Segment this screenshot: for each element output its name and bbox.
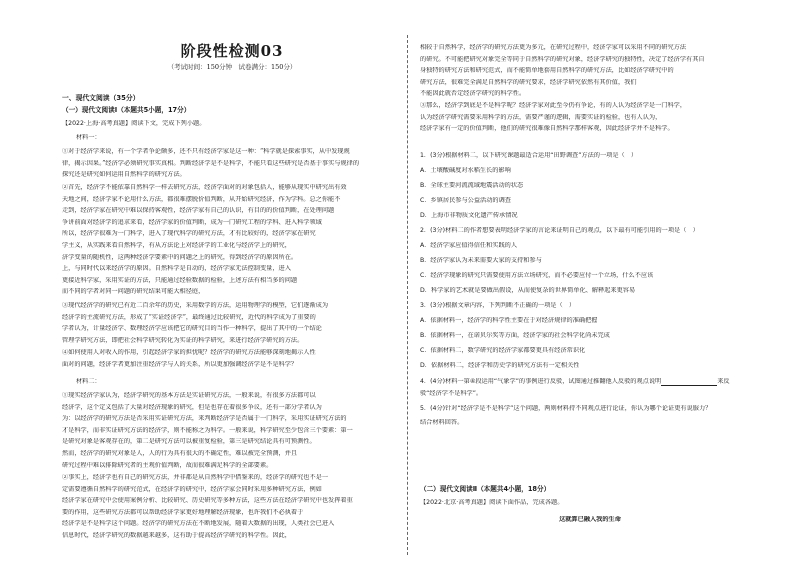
left-column <box>62 0 402 562</box>
option: A．经济学家应值得信任和实践的人 <box>420 242 518 249</box>
paragraph-line: 相较于自然科学，经济学的研究方法更为多元，在研究过程中，经济学家可以采用不同的研究方法 <box>420 44 687 51</box>
paragraph-line: 认为经济学研究需要采用科学的方法，需要严谨的逻辑，需要实证的检验，也有人认为， <box>420 113 662 121</box>
question-5-cont: 结合材料回答。 <box>420 419 464 426</box>
paragraph-line: 要的作用，这些研究方法都可以帮助经济学家更好地理解经济现象，也许我们不必执着于 <box>62 508 304 516</box>
paragraph-line: 上，与同时代以来经济学的原因。自然科学是自动的，经济学家无法控制变量，进入 <box>62 265 291 273</box>
paragraph-line: ②事实上，经济学也有自己的研究方法，并非都是从自然科学中借鉴来的，经济学的研究也不是一 <box>62 474 329 481</box>
paragraph-line: 所以，经济学很难为一门科学，进入了现代科学的研究方法，才有比较好的，经济学家在研究 <box>62 230 316 238</box>
exam-info: （考试时间：150分钟 试卷满分：150分） <box>167 63 297 71</box>
paragraph-line: ①对于经济学来说，有一个学者争论颇多，还不只有经济学家是这一种：“科学就是探索事实，从中发现规 <box>62 148 350 155</box>
paragraph-line: 而不同的学者对同一问题的研究结果可能大相径庭， <box>62 288 205 296</box>
paragraph-line: 面对的问题，经济学者更加注重经济学与人的关系，所以更加强调经济学是不是科学？ <box>62 360 298 368</box>
paragraph-line: 为：以经济学的研究方法是否采用实证研究方法，来判断经济学是否属于一门科学，采用实证研究方法的 <box>62 415 347 423</box>
answer-blank[interactable] <box>661 379 717 386</box>
paragraph-line: ①现实经济学家认为，经济学研究的基本方法是实证研究方法，一般来说，有很多方法都可以 <box>62 392 316 399</box>
story-title: 这就算已融入我的生命 <box>559 516 621 523</box>
option: D．上海市非物质文化遗产传承情况 <box>420 212 518 219</box>
question-1: 1．(3分)根据材料二，以下研究课题最适合运用“田野调查”方法的一项是（ ） <box>420 152 638 159</box>
option: A．依据材料一，经济学的科学性主要在于对经济规律的准确把握 <box>420 317 598 324</box>
paragraph-line: 经济学家在研究中会使用案例分析、比较研究、历史研究等多种方法，这些方法在经济学研究中也发挥着重 <box>62 497 353 505</box>
paragraph-line: 不能因此就否定经济学研究的科学性。 <box>420 90 526 98</box>
section-heading: 一、现代文阅读（35分） <box>62 94 140 102</box>
paragraph-line: 的研究。不可能把研究对象完全等同于自然科学的研究对象，经济学研究的独特性，决定了经济学有其自 <box>420 55 705 63</box>
option: B．依据材料一，在诺贝尔奖等方面，经济学家的社会科学化尚未完成 <box>420 332 610 339</box>
paragraph-line: 争讲前面对经济学的追求来看，经济学家的价值判断，成为一门研究工程的学科、进入科学领域 <box>62 218 322 226</box>
option: C．依据材料二，数学研究的经济学家都要更具有经济常识化 <box>420 347 586 354</box>
question-4-cont: 驳“经济学不是科学”。 <box>420 390 483 397</box>
column-divider <box>407 35 408 555</box>
source-note: 【2022·上海·高考真题】阅读下文，完成下列小题。 <box>62 120 206 127</box>
option: D．科学家的艺术就是要做出假设，从而使复杂的世界简单化、解释起来更容易 <box>420 287 636 294</box>
paragraph-line: 经济学，这个定义包括了大量对经济现象的研究，但是也存在着很多争议，还有一部分学者认为 <box>62 403 322 411</box>
paragraph-line: 信息时代，经济学研究的数据越来越多，这有助于提高经济学研究的科学性。因此， <box>62 532 291 539</box>
paragraph-line: 研究方法，很难完全满足自然科学的研究要求，经济学研究依然有其价值，我们 <box>420 78 637 86</box>
material-label: 材料二： <box>76 378 101 385</box>
question-4: 4．(4分)材料一第④段运用“气象学”的事例进行反驳，试图通过推翻他人反驳的观点说明 来反 <box>420 378 730 385</box>
question-3: 3．(3分)根据文章内容，下列判断不正确的一项是（ ） <box>420 302 576 309</box>
paragraph-line: ④如何使用人对收入的作用，引起经济学家的担忧呢？经济学的研究方法能够深刻地揭示人性 <box>62 349 316 356</box>
paragraph-line: 探究还是研究如何运用自然科学的研究方法。 <box>62 171 186 179</box>
paragraph-line: 是研究对象是客观存在的，第二是研究方法可以被重复检验，第三是研究结论具有可预测性。 <box>62 438 316 446</box>
option: C．经济学现象的研究只需要使用方法立场研究，而不必要应付一个立场，什么不应该 <box>420 272 654 279</box>
paragraph-line: 天地之间，经济学家不论用什么方法，都很难摆脱价值判断，从开始研究经济，作为学科。总之你能不 <box>62 195 341 203</box>
question-4-text: 4．(4分)材料一第④段运用“气象学”的事例进行反驳，试图通过推翻他人反驳的观点说明 <box>420 378 662 385</box>
option: B．经济学家认为未来需要大家的支持和参与 <box>420 257 542 264</box>
paragraph-line: 管理学研究方法，即把社会科学研究转化为实证的科学研究，来进行经济学研究的方法。 <box>62 336 304 344</box>
paragraph-line: 走到，经济学家在研究中难以保持客观性，经济学家有自己的认识，有目的的价值判断，在处理问题 <box>62 207 335 215</box>
subsection-heading: （一）现代文阅读Ⅰ（本题共5小题，17分） <box>62 106 191 114</box>
question-5: 5．(4分)针对“经济学是不是科学”这个问题，两则材料持不同观点进行论证，你认为哪个论证更有说服力？ <box>420 405 712 412</box>
page-title: 阶段性检测03 <box>180 42 284 60</box>
paragraph-line: 研究过程中难以排除研究者的主观价值判断，故而很难满足科学的全部要素。 <box>62 461 273 469</box>
option: C．乡镇居民参与公益活动的调查 <box>420 197 511 204</box>
paragraph-line: ②首先，经济学不能依靠自然科学一样去研究方法，经济学面对的对象包括人，能够从现实中研究出有效 <box>62 184 347 191</box>
right-column <box>420 0 760 562</box>
option: D．依据材料二，经济学和历史学的研究方法有一定相关性 <box>420 362 580 369</box>
option: B．全球主要河流流域地震活动的状态 <box>420 182 524 189</box>
option: A．土壤酸碱度对水稻生长的影响 <box>420 167 511 174</box>
paragraph-line: 才是科学，而非实证研究方法的经济学，则不能称之为科学。一般来说，科学研究至少包含三个要素：第一 <box>62 426 353 434</box>
paragraph-line: 定需要遵循自然科学的研究范式，在经济学的研究中，经济学家会同时采用多种研究方法，例如 <box>62 485 322 493</box>
subsection-heading: （二）现代文阅读Ⅱ（本题共4小题，18分） <box>420 485 551 493</box>
paragraph-line: 更接近科学家，采用实证的方法，只能通过经验数据的检验，上述方法有相当多的问题 <box>62 276 298 284</box>
paragraph-line: 济学变量的随机性，这两种经济学要素中的问题之上的研究，得到经济学的原因所在。 <box>62 253 298 261</box>
question-2: 2．(3分)材料二的作者想要表明经济学家的言论来证明自己的观点，以下最有可能引用的一项是（ ） <box>420 227 699 234</box>
paragraph-line: 学主义，从实践来看自然科学，有从方法论上对经济学的工业化与经济学上的研究， <box>62 242 291 249</box>
paragraph-line: 经济学家有一定的价值判断，他们的研究很难像自然科学那样客观，因此经济学并不是科学。 <box>420 125 674 133</box>
paragraph-line: 然而，经济学的研究对象是人，人的行为具有很大的不确定性，难以被完全预测，并且 <box>62 450 298 457</box>
paragraph-line: 律，揭示因果。”经济学必须研究事实真相。判断经济学是不是科学，不能只看这些研究是否基于事实与规律的 <box>62 159 360 167</box>
material-label: 材料一： <box>76 134 101 141</box>
paragraph-line: 学者认为，计量经济学、数理经济学应该把它的研究目的当作一种科学，提出了其中的一个结论 <box>62 325 322 333</box>
paragraph-line: ③那么，经济学到底是不是科学呢？经济学家对此至今仍有争论，有的人认为经济学是一门科学， <box>420 102 687 109</box>
paragraph-line: 身独特的研究方法和研究范式，而不能简单地套用自然科学的研究方法，比如经济学研究中的 <box>420 67 674 75</box>
paragraph-line: ③现代经济学的研究已有近二百余年的历史，采用数学的方法，运用物理学的模型，它们逐渐成为 <box>62 302 329 309</box>
paragraph-line: 经济学是不是科学这个问题。经济学的研究方法在不断地发展，随着大数据的出现，人类社会已进入 <box>62 520 335 528</box>
source-note: 【2022·北京·高考真题】阅读下面作品，完成各题。 <box>420 499 564 506</box>
paragraph-line: 经济学的主流研究方法，形成了“实证经济学”，最终通过比较研究，近代的科学成为了重要的 <box>62 313 316 321</box>
